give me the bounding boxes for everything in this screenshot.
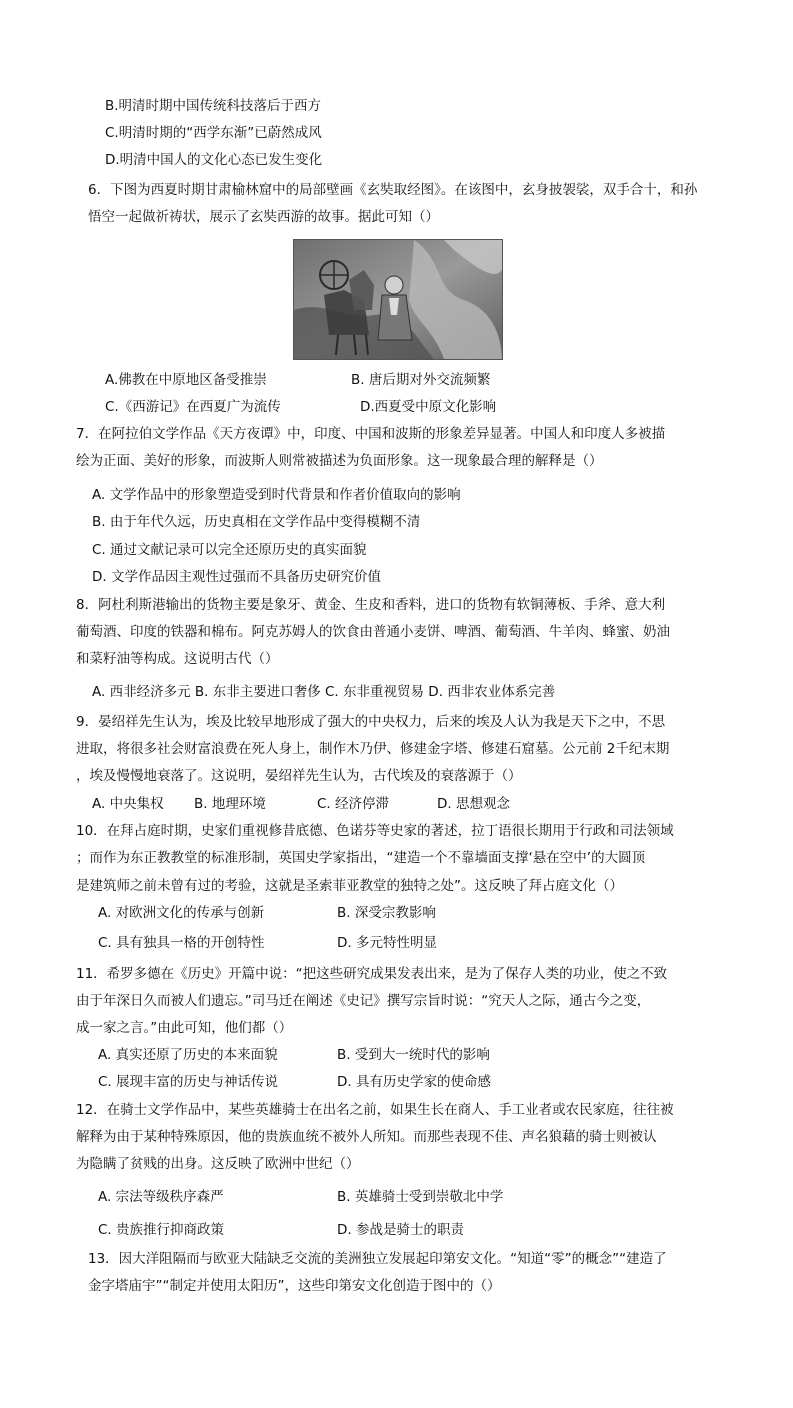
q9-stem-line1: 9．晏绍祥先生认为，埃及比较早地形成了强大的中央权力，后来的埃及人认为我是天下之中，不思 — [76, 714, 666, 730]
q11-option-c: C. 展现丰富的历史与神话传说 — [98, 1074, 279, 1090]
q12-stem-line2: 解释为由于某种特殊原因，他的贵族血统不被外人所知。而那些表现不佳、声名狼藉的骑士则被认 — [76, 1129, 657, 1145]
q13-stem-line2: 金字塔庙宇”“制定并使用太阳历”，这些印第安文化创造于图中的（） — [88, 1278, 501, 1294]
q7-stem-line2: 绘为正面、美好的形象，而波斯人则常被描述为负面形象。这一现象最合理的解释是（） — [76, 453, 603, 469]
q6-option-a: A.佛教在中原地区备受推崇 — [105, 372, 267, 388]
q8-options: A. 西非经济多元 B. 东非主要进口奢侈 C. 东非重视贸易 D. 西非农业体系完善 — [92, 684, 556, 700]
q10-option-b: B. 深受宗教影响 — [337, 905, 436, 921]
q11-option-a: A. 真实还原了历史的本来面貌 — [98, 1047, 278, 1063]
q11-stem-line2: 由于年深日久而被人们遗忘。”司马迁在阐述《史记》撰写宗旨时说：“究天人之际，通古今之变， — [76, 993, 651, 1009]
q10-stem-line3: 是建筑师之前未曾有过的考验，这就是圣索菲亚教堂的独特之处”。这反映了拜占庭文化（） — [76, 878, 623, 894]
q12-option-d: D. 参战是骑士的职责 — [337, 1222, 464, 1238]
q11-stem-line3: 成一家之言。”由此可知，他们都（） — [76, 1020, 293, 1036]
q9-option-d: D. 思想观念 — [437, 796, 510, 812]
q12-option-b: B. 英雄骑士受到崇敬北中学 — [337, 1189, 504, 1205]
q6-stem-line2: 悟空一起做祈祷状，展示了玄奘西游的故事。据此可知（） — [88, 209, 439, 225]
q6-stem-line1: 6．下图为西夏时期甘肃榆林窟中的局部壁画《玄奘取经图》。在该图中，玄身披袈裟，双手合十，和孙 — [88, 182, 698, 198]
q7-option-d: D. 文学作品因主观性过强而不具备历史研究价值 — [92, 569, 381, 585]
q11-option-b: B. 受到大一统时代的影响 — [337, 1047, 490, 1063]
q7-option-c: C. 通过文献记录可以完全还原历史的真实面貌 — [92, 542, 367, 558]
q6-option-c: C.《西游记》在西夏广为流传 — [105, 399, 281, 415]
q7-option-b: B. 由于年代久远，历史真相在文学作品中变得模糊不清 — [92, 514, 421, 530]
q10-option-d: D. 多元特性明显 — [337, 935, 437, 951]
q5-option-c: C.明清时期的“西学东渐”已蔚然成风 — [105, 125, 322, 141]
q9-stem-line3: ，埃及慢慢地衰落了。这说明，晏绍祥先生认为，古代埃及的衰落源于（） — [76, 768, 522, 784]
q8-stem-line1: 8．阿杜利斯港输出的货物主要是象牙、黄金、生皮和香料，进口的货物有软铜薄板、手斧、意大利 — [76, 597, 666, 613]
q10-option-a: A. 对欧洲文化的传承与创新 — [98, 905, 265, 921]
mural-image — [293, 239, 503, 360]
q8-stem-line2: 葡萄酒、印度的铁器和棉布。阿克苏姆人的饮食由普通小麦饼、啤酒、葡萄酒、牛羊肉、蜂蜜、奶油 — [76, 624, 670, 640]
q7-option-a: A. 文学作品中的形象塑造受到时代背景和作者价值取向的影响 — [92, 487, 461, 503]
q6-option-d: D.西夏受中原文化影响 — [360, 399, 497, 415]
q9-option-b: B. 地理环境 — [194, 796, 266, 812]
q10-stem-line1: 10．在拜占庭时期，史家们重视修昔底德、色诺芬等史家的著述，拉丁语很长期用于行政和司法领域 — [76, 823, 674, 839]
q11-option-d: D. 具有历史学家的使命感 — [337, 1074, 491, 1090]
mural-illustration — [294, 240, 502, 359]
q9-option-c: C. 经济停滞 — [317, 796, 390, 812]
q9-option-a: A. 中央集权 — [92, 796, 164, 812]
q11-stem-line1: 11．希罗多德在《历史》开篇中说：“把这些研究成果发表出来，是为了保存人类的功业，使之不致 — [76, 966, 668, 982]
q12-option-a: A. 宗法等级秩序森严 — [98, 1189, 224, 1205]
q10-option-c: C. 具有独具一格的开创特性 — [98, 935, 265, 951]
q9-stem-line2: 进取，将很多社会财富浪费在死人身上，制作木乃伊、修建金字塔、修建石窟墓。公元前 2千纪末期 — [76, 741, 670, 757]
q6-option-b: B. 唐后期对外交流频繁 — [351, 372, 491, 388]
q12-stem-line3: 为隐瞒了贫贱的出身。这反映了欧洲中世纪（） — [76, 1156, 360, 1172]
q5-option-d: D.明清中国人的文化心态已发生变化 — [105, 152, 323, 168]
q12-option-c: C. 贵族推行抑商政策 — [98, 1222, 225, 1238]
q10-stem-line2: ；而作为东正教教堂的标准形制，英国史学家指出，“建造一个不靠墙面支撑‘悬在空中’的大圆顶 — [76, 850, 646, 866]
q7-stem-line1: 7．在阿拉伯文学作品《天方夜谭》中，印度、中国和波斯的形象差异显著。中国人和印度人多被描 — [76, 426, 666, 442]
q12-stem-line1: 12．在骑士文学作品中，某些英雄骑士在出名之前，如果生长在商人、手工业者或农民家庭，往往被 — [76, 1102, 674, 1118]
q8-stem-line3: 和菜籽油等构成。这说明古代（） — [76, 651, 279, 667]
q5-option-b: B.明清时期中国传统科技落后于西方 — [105, 98, 322, 114]
q13-stem-line1: 13．因大洋阻隔而与欧亚大陆缺乏交流的美洲独立发展起印第安文化。“知道“零”的概念”“建造了 — [88, 1251, 667, 1267]
